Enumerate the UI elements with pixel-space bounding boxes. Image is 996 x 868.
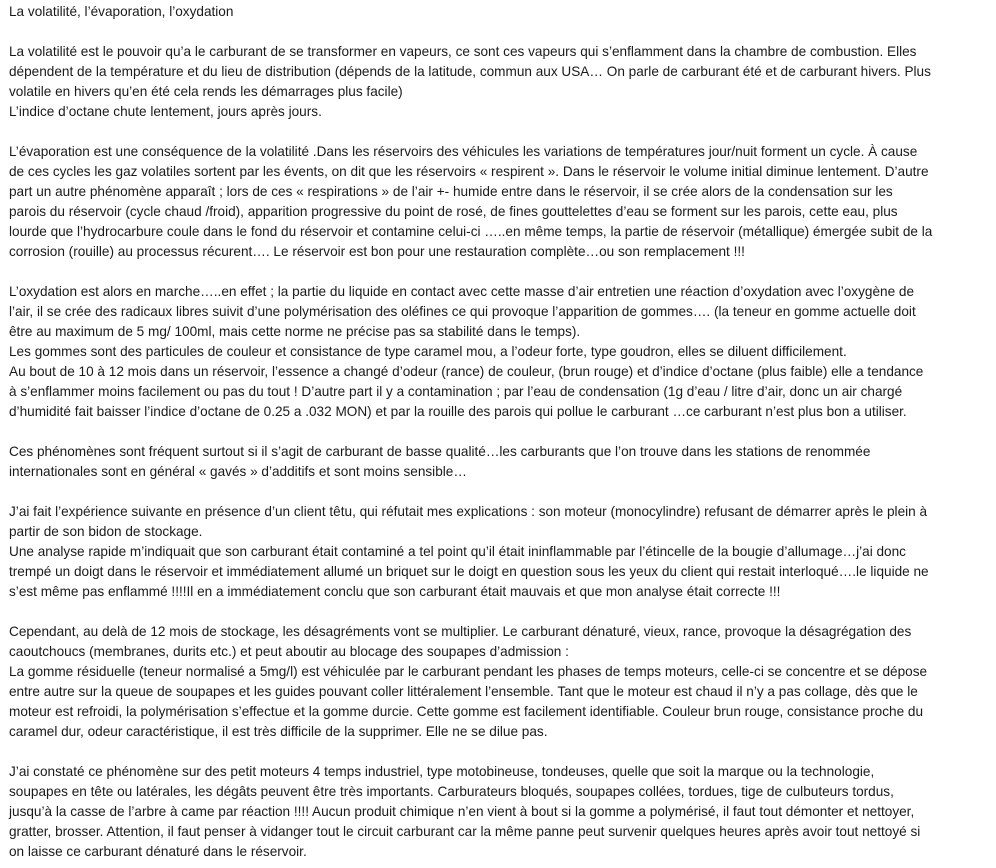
text-line: J’ai constaté ce phénomène sur des petit moteurs 4 temps industriel, type motobineuse, tondeuses, quelle que soit la marque ou la technologie, (9, 764, 875, 779)
text-line: caramel dur, odeur caractéristique, il est très difficile de la supprimer. Elle ne se dilue pas. (9, 724, 548, 739)
text-line: on laisse ce carburant dénaturé dans le réservoir. (9, 844, 307, 859)
paragraph-list (9, 22, 989, 862)
text-line: part un autre phénomène apparaît ; lors de ces « respirations » de l’air +- humide entre dans le réservoir, il se crée alors de la condensation sur les (9, 184, 893, 199)
text-line: parois du réservoir (cycle chaud /froid), apparition progressive du point de rosé, de fines gouttelettes d’eau se forment sur les parois, cette eau, plus (9, 204, 898, 219)
text-line: Les gommes sont des particules de couleur et consistance de type caramel mou, a l’odeur forte, type goudron, elles se diluent difficilement. (9, 344, 847, 359)
paragraph-spacer (9, 122, 989, 142)
text-line: entre autre sur la queue de soupapes et les guides pouvant coller littéralement l’ensemble. Tant que le moteur est chaud il n’y a pas collage, dès que le (9, 684, 918, 699)
text-line: jusqu’à la casse de l’arbre à came par réaction !!!! Aucun produit chimique n’en vient à bout si la gomme a polymérisé, il faut tout démonter et nettoyer, (9, 804, 915, 819)
text-line: La gomme résiduelle (teneur normalisé a 5mg/l) est véhiculée par le carburant pendant les phases de temps moteurs, celle-ci se concentre et se dépose (9, 664, 928, 679)
text-line: s’est même pas enflammé !!!!Il en a immédiatement conclu que son carburant était mauvais et que mon analyse était correcte !!! (9, 584, 781, 599)
paragraph (9, 142, 989, 262)
text-line: Cependant, au delà de 12 mois de stockage, les désagréments vont se multiplier. Le carburant dénaturé, vieux, rance, provoque la désagrégation des (9, 624, 912, 639)
paragraph-spacer (9, 22, 989, 42)
text-line: être au maximum de 5 mg/ 100ml, mais cette norme ne précise pas sa stabilité dans le temps). (9, 324, 581, 339)
text-line: Ces phénomènes sont fréquent surtout si il s’agit de carburant de basse qualité…les carburants que l’on trouve dans les stations de renommée (9, 444, 871, 459)
paragraph (9, 42, 989, 122)
text-line: l’air, il se crée des radicaux libres suivit d’une polymérisation des oléfines ce qui provoque l’apparition de gommes…. (la teneur en gomme actuelle doit (9, 304, 916, 319)
paragraph (9, 502, 989, 602)
paragraph-spacer (9, 482, 989, 502)
text-line: L’oxydation est alors en marche…..en effet ; la partie du liquide en contact avec cette masse d’air entretien une réaction d’oxydation avec l’oxygène de (9, 284, 915, 299)
document-title: La volatilité, l’évaporation, l’oxydation (9, 4, 234, 19)
text-line: trempé un doigt dans le réservoir et immédiatement allumé un briquet sur le doigt en question sous les yeux du client qui restait interloqué….le liquide ne (9, 564, 929, 579)
text-line: de ces cycles les gaz volatiles sortent par les évents, on dit que les réservoirs « respirent ». Dans le réservoir le volume initial diminue lentement. D’autre (9, 164, 929, 179)
text-line: dépendent de la température et du lieu de distribution (dépends de la latitude, commun aux USA… On parle de carburant été et de carburant hivers. Plus (9, 64, 931, 79)
paragraph (9, 282, 989, 422)
document-body (9, 2, 989, 862)
text-line: L’indice d’octane chute lentement, jours après jours. (9, 104, 322, 119)
paragraph (9, 622, 989, 742)
text-line: moteur est refroidi, la polymérisation s’effectue et la gomme durcie. Cette gomme est facilement identifiable. Couleur brun rouge, consistance proche du (9, 704, 924, 719)
text-line: corrosion (rouille) au processus récurent…. Le réservoir est bon pour une restauration complète…ou son remplacement !!! (9, 244, 745, 259)
text-line: Une analyse rapide m’indiquait que son carburant était contaminé a tel point qu’il était ininflammable par l’étincelle de la bougie d’allumage…j’ai donc (9, 544, 906, 559)
paragraph-spacer (9, 742, 989, 762)
text-line: internationales sont en général « gavés » d’additifs et sont moins sensible… (9, 464, 467, 479)
paragraph (9, 762, 989, 862)
text-line: La volatilité est le pouvoir qu’a le carburant de se transformer en vapeurs, ce sont ces vapeurs qui s’enflamment dans la chambre de combustion. Elles (9, 44, 917, 59)
text-line: J’ai fait l’expérience suivante en présence d’un client têtu, qui réfutait mes explications : son moteur (monocylindre) refusant de démarrer après le plein à (9, 504, 928, 519)
text-line: lourde que l’hydrocarbure coule dans le fond du réservoir et contamine celui-ci …..en même temps, la partie de réservoir (métallique) émergée subit de la (9, 224, 933, 239)
paragraph-spacer (9, 262, 989, 282)
text-line: à s’enflammer moins facilement ou pas du tout ! D’autre part il y a contamination ; par l’eau de condensation (1g d’eau / litre d’air, donc un air chargé (9, 384, 903, 399)
text-line: gratter, brosser. Attention, il faut penser à vidanger tout le circuit carburant car la même panne peut survenir quelques heures après avoir tout nettoyé si (9, 824, 921, 839)
text-line: Au bout de 10 à 12 mois dans un réservoir, l’essence a changé d’odeur (rance) de couleur, (brun rouge) et d’indice d’octane (plus faible) elle a tendance (9, 364, 924, 379)
paragraph-spacer (9, 422, 989, 442)
text-line: d’humidité fait baisser l’indice d’octane de 0.25 a .032 MON) et par la rouille des parois qui pollue le carburant …ce carburant n’est plus bon a utiliser. (9, 404, 907, 419)
text-line: caoutchoucs (membranes, durits etc.) et peut aboutir au blocage des soupapes d’admission : (9, 644, 569, 659)
text-line: volatile en hivers qu’en été cela rends les démarrages plus facile) (9, 84, 403, 99)
paragraph-spacer (9, 602, 989, 622)
text-line: partir de son bidon de stockage. (9, 524, 203, 539)
text-line: L’évaporation est une conséquence de la volatilité .Dans les réservoirs des véhicules les variations de températures jour/nuit forment un cycle. À cause (9, 144, 918, 159)
paragraph (9, 442, 989, 482)
text-line: soupapes en tête ou latérales, les dégâts peuvent être très importants. Carburateurs bloqués, soupapes collées, tordues, tige de culbuteurs tordus, (9, 784, 894, 799)
